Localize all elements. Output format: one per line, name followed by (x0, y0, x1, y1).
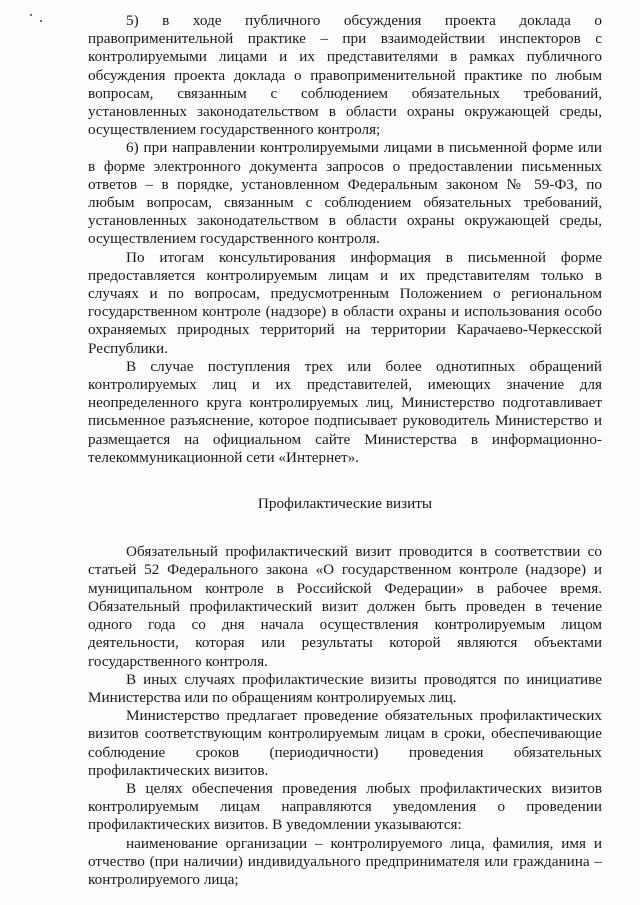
paragraph-other-cases: В иных случаях профилактические визиты проводятся по инициативе Министерства или по обращениям контролируемых лиц. (88, 670, 602, 706)
scan-speck (40, 20, 42, 22)
paragraph-consultation-results: По итогам консультирования информация в письменной форме предоставляется контролируемым лицам и их представителям только в случаях и по вопросам, предусмотренным Положением о региональном государственном контроле (надзоре) в области охраны и использования особо охраняемых природных территорий на территории Карачаево-Черкесской Республики. (88, 248, 602, 357)
scan-speck (30, 14, 32, 16)
paragraph-item-5: 5) в ходе публичного обсуждения проекта доклада о правоприменительной практике – при взаимодействии инспекторов с контролируемыми лицами и их представителями в рамках публичного обсуждения проекта доклада о правоприменительной практике по любым вопросам, связанным с соблюдением обязательных требований, установленных законодательством в области охраны окружающей среды, осуществлением государственного контроля; (88, 12, 602, 139)
paragraph-notifications: В целях обеспечения проведения любых профилактических визитов контролируемым лицам направляются уведомления о проведении профилактических визитов. В уведомлении указываются: (88, 779, 602, 834)
document-body (88, 12, 602, 889)
paragraph-mandatory-visit: Обязательный профилактический визит проводится в соответствии со статьей 52 Федерального закона «О государственном контроле (надзоре) и муниципальном контроле в Российской Федерации» в рабочее время. Обязательный профилактический визит должен быть проведен в течение одного года со дня начала осуществления контролируемым лицом деятельности, которая или результаты которой являются объектами государственного контроля. (88, 543, 602, 670)
paragraph-ministry-offers: Министерство предлагает проведение обязательных профилактических визитов соответствующим контролируемым лицам в сроки, обеспечивающие соблюдение сроков (периодичности) проведения обязательных профилактических визитов. (88, 707, 602, 779)
section-title: Профилактические визиты (257, 495, 433, 513)
paragraph-organization-name: наименование организации – контролируемого лица, фамилия, имя и отчество (при наличии) индивидуального предпринимателя или гражданина – контролируемого лица; (88, 834, 602, 888)
paragraph-item-6: 6) при направлении контролируемыми лицами в письменной форме или в форме электронного документа запросов о предоставлении письменных ответов – в порядке, установленном Федеральным законом № 59-ФЗ, по любым вопросам, связанным с соблюдением обязательных требований, установленных законодательством в области охраны окружающей среды, осуществлением государственного контроля. (88, 139, 602, 248)
paragraph-similar-appeals: В случае поступления трех или более однотипных обращений контролируемых лиц и их представителей, имеющих значение для неопределенного круга контролируемых лиц, Министерство подготавливает письменное разъяснение, которое подписывает руководитель Министерство и размещается на официальном сайте Министерства в информационно-телекоммуникационной сети «Интернет». (88, 357, 602, 466)
